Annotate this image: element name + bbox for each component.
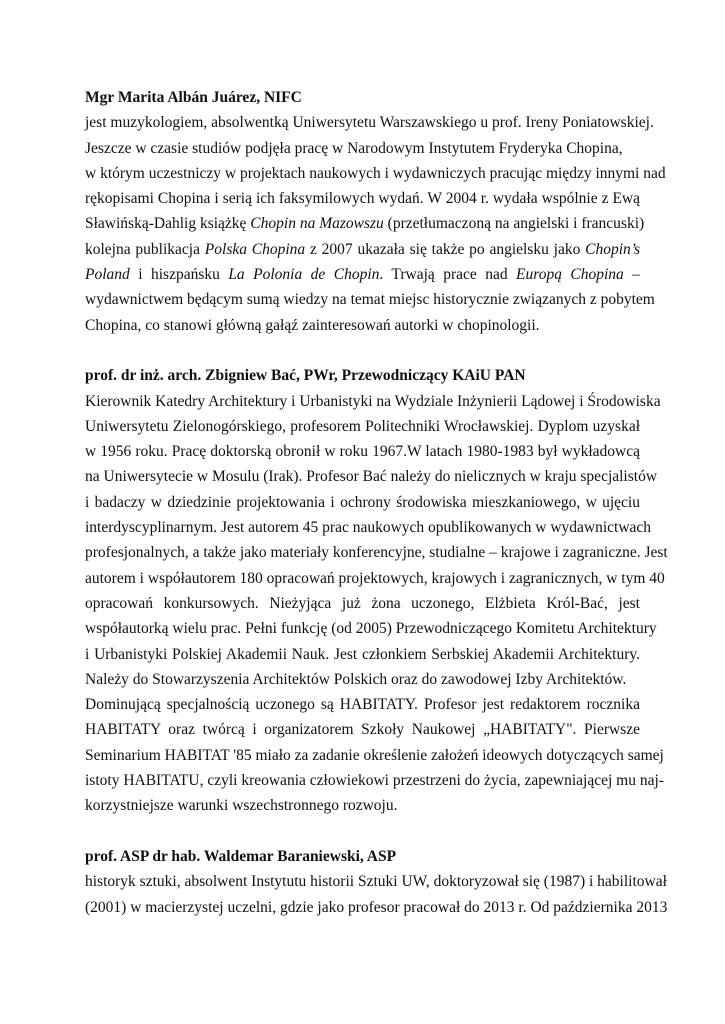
text-segment: Sławińską-Dahlig książkę [85,215,251,233]
text-segment: . Trwają prace nad [379,266,517,284]
text-segment: Jeszcze w czasie studiów podjęła pracę w Narodowym Instytutem Fryderyka Chopina, [85,139,623,157]
italic-title-text: Europą Chopina [516,266,624,284]
text-segment: na Uniwersytecie w Mosulu (Irak). Profesor Bać należy do nielicznych w kraju specjalistów [85,468,658,486]
text-segment: jest muzykologiem, absolwentką Uniwersytetu Warszawskiego u prof. Ireny Poniatowskiej. [85,114,654,132]
text-segment: w 1956 roku. Pracę doktorską obronił w roku 1967.W latach 1980-1983 był wykładowcą [85,443,640,461]
text-segment: opracowań konkursowych. Nieżyjąca już żona uczonego, Elżbieta Król-Bać, jest [85,594,640,612]
text-segment: Uniwersytetu Zielonogórskiego, profesorem Politechniki Wrocławskiej. Dyplom uzyskał [85,417,640,435]
paragraph-spacer [85,819,640,844]
text-segment: i hiszpańsku [129,266,229,284]
body-text-line [85,793,640,818]
body-text-line [85,389,661,414]
text-segment: i Urbanistyki Polskiej Akademii Nauk. Jest członkiem Serbskiej Akademii Architektury. [85,645,640,663]
italic-title-text: La Polonia de Chopin [228,266,380,284]
body-text-line [85,667,640,692]
text-column [85,85,668,920]
body-text-line [85,186,640,211]
body-text-line [85,895,668,920]
text-segment: Chopina, co stanowi główną gałąź zainteresowań autorki w chopinologii. [85,316,540,334]
italic-title-text: Polska Chopina [204,240,306,258]
body-text-line [85,540,668,565]
body-text-line [85,490,640,515]
text-segment: i badaczy w dziedzinie projektowania i ochrony środowiska mieszkaniowego, w ujęciu [85,493,640,511]
text-segment: historyk sztuki, absolwent Instytutu historii Sztuki UW, doktoryzował się (1987) i habilitował [85,873,667,891]
body-text-line [85,287,655,312]
text-segment: (przetłumaczoną na angielski i francuski) [383,215,645,233]
body-text-line [85,692,640,717]
body-text-line [85,616,657,641]
body-text-line [85,515,652,540]
body-text-line [85,869,667,894]
text-segment: korzystniejsze warunki wszechstronnego rozwoju. [85,797,398,815]
body-text-line [85,414,640,439]
body-text-line [85,136,640,161]
body-text-line [85,161,666,186]
body-text-line [85,211,645,236]
text-segment: w którym uczestniczy w projektach naukowych i wydawniczych pracując między innymi nad [85,164,666,182]
text-segment: z 2007 ukazała się także po angielsku jako [305,240,586,258]
body-text-line [85,262,640,287]
text-segment: profesjonalnych, a także jako materiały konferencyjne, studialne – krajowe i zagraniczne. Jest [85,544,668,562]
section-heading: prof. dr inż. arch. Zbigniew Bać, PWr, Przewodniczący KAiU PAN [85,367,526,385]
italic-title-text: Chopin na Mazowszu [250,215,384,233]
text-segment: istoty HABITATU, czyli kreowania człowiekowi przestrzeni do życia, zapewniającej mu naj- [85,772,664,790]
body-text-line [85,566,665,591]
body-text-line [85,313,640,338]
text-segment: interdyscyplinarnym. Jest autorem 45 prac naukowych opublikowanych w wydawnictwach [85,519,652,537]
text-segment: – [623,266,640,284]
body-text-line [85,642,640,667]
text-segment: autorem i współautorem 180 opracowań projektowych, krajowych i zagranicznych, w tym 40 [85,569,665,587]
text-segment: Seminarium HABITAT '85 miało za zadanie określenie założeń ideowych dotyczących samej [85,746,664,764]
section-heading: prof. ASP dr hab. Waldemar Baraniewski, ASP [85,847,397,865]
section-heading: Mgr Marita Albán Juárez, NIFC [85,89,302,106]
text-segment: Kierownik Katedry Architektury i Urbanistyki na Wydziale Inżynierii Lądowej i Środowiska [85,392,661,410]
paragraph-spacer [85,338,640,363]
body-text-line [85,439,640,464]
text-segment: Dominującą specjalnością uczonego są HABITATY. Profesor jest redaktorem rocznika [85,696,640,714]
body-text-line [85,717,640,742]
text-segment: współautorką wielu prac. Pełni funkcję (od 2005) Przewodniczącego Komitetu Architektury [85,620,657,638]
text-segment: (2001) w macierzystej uczelni, gdzie jako profesor pracował do 2013 r. Od października 2013 [85,898,668,916]
text-segment: Należy do Stowarzyszenia Architektów Polskich oraz do zawodowej Izby Architektów. [85,670,627,688]
body-text-line [85,110,654,135]
body-text-line [85,743,664,768]
text-segment: rękopisami Chopina i serią ich faksymilowych wydań. W 2004 r. wydała wspólnie z Ewą [85,190,640,208]
body-text-line [85,464,658,489]
body-text-line [85,591,640,616]
body-text-line [85,768,664,793]
text-segment: HABITATY oraz twórcą i organizatorem Szkoły Naukowej „HABITATY". Pierwsze [85,721,640,739]
text-segment: kolejna publikacja [85,240,205,258]
body-text-line [85,237,640,262]
text-segment: wydawnictwem będącym sumą wiedzy na temat miejsc historycznie związanych z pobytem [85,291,655,309]
italic-title-text: Chopin’s [585,240,640,258]
italic-title-text: Poland [85,266,130,284]
